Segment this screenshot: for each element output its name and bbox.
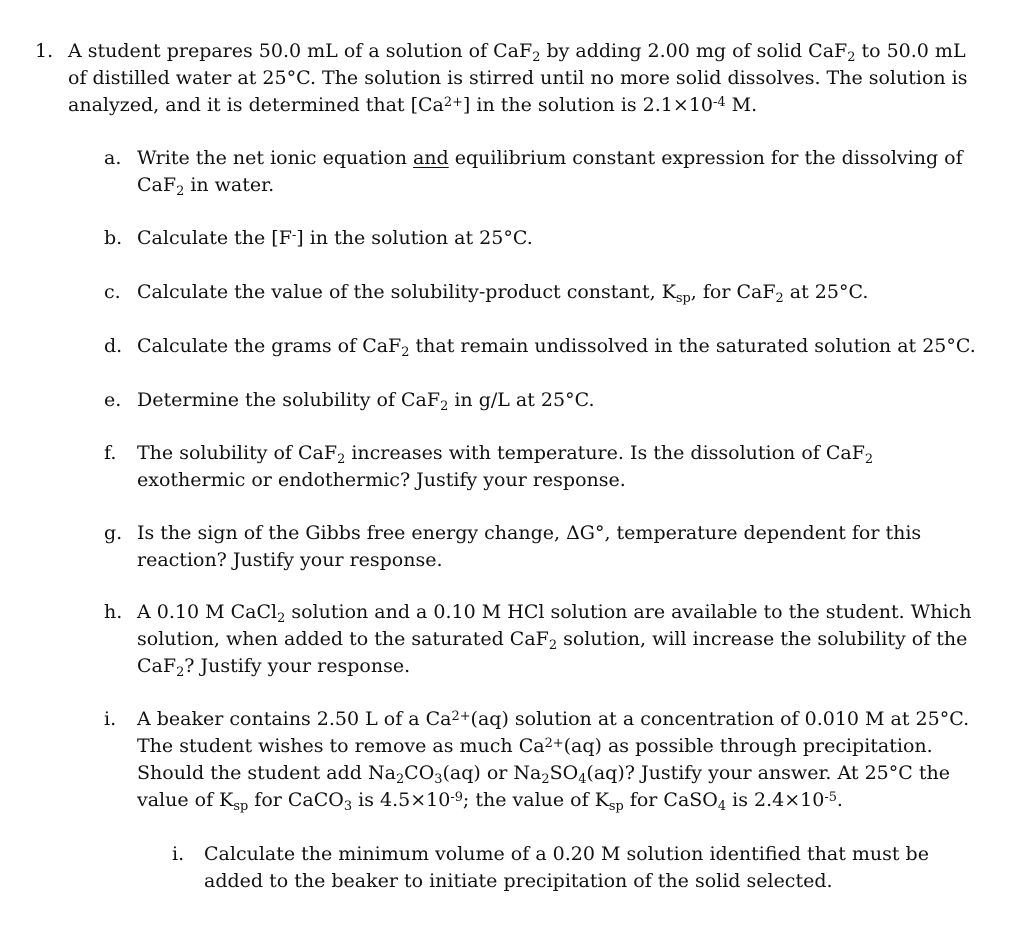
part-text: The solubility of CaF$_2$ increases with temperature. Is the dissolution of CaF$_2$ exothermic or endothermic? Justify your response.: [137, 442, 874, 491]
part-label: c.: [104, 281, 121, 303]
subpart-label: i.: [172, 843, 185, 865]
part-label: h.: [104, 601, 123, 623]
part-text: Calculate the [F-] in the solution at 25°C.: [137, 227, 533, 249]
part-label: b.: [104, 227, 123, 249]
part-label: i.: [104, 708, 117, 730]
part-text: Determine the solubility of CaF$_2$ in g/L at 25°C.: [137, 389, 595, 414]
part-label: e.: [104, 389, 122, 411]
part-text: A 0.10 M CaCl$_2$ solution and a 0.10 M HCl solution are available to the student. Which solution, when added to the saturated CaF$_2$ solution, will increase the solubility of the CaF$_2$? Justify your response.: [137, 601, 972, 680]
part-text: A beaker contains 2.50 L of a $Ca^{2+}(aq)$ solution at a concentration of 0.010 M at 25°C. The student wishes to remove as much $Ca^{2+}(aq)$ as possible through precipitation. Should the student add $Na_2CO_3(aq)$ or $Na_2SO_4(aq)$? Justify your answer. At 25°C the value of $K_{sp}$ for CaCO$_3$ is $4.5\times 10^{-9}$; the value of $K_{sp}$ for CaSO$_4$ is $2.4\times 10^{-5}$.: [137, 708, 970, 814]
part-text: Write the net ionic equation and equilibrium constant expression for the dissolving of CaF$_2$ in water.: [137, 147, 963, 199]
question-stem: A student prepares 50.0 mL of a solution of CaF$_2$ by adding 2.00 mg of solid CaF$_2$ to 50.0 mL of distilled water at 25°C. The solution is stirred until no more solid dissolves. The solution is analyzed, and it is determined that $[Ca^{2+}]$ in the solution is $2.1\times 10^{-4}$ M.: [68, 40, 968, 116]
part-text: Calculate the value of the solubility-product constant, $K_{sp}$, for CaF$_2$ at 25°C.: [137, 281, 869, 306]
part-label: d.: [104, 335, 123, 357]
part-label: f.: [104, 442, 117, 464]
question-number: 1.: [35, 40, 54, 62]
part-label: g.: [104, 522, 123, 544]
part-text: Is the sign of the Gibbs free energy change, ΔG°, temperature dependent for this reaction? Justify your response.: [137, 522, 922, 571]
subpart-text: Calculate the minimum volume of a 0.20 M solution identified that must be added to the beaker to initiate precipitation of the solid selected.: [204, 843, 929, 892]
part-label: a.: [104, 147, 122, 169]
part-text: Calculate the grams of CaF$_2$ that remain undissolved in the saturated solution at 25°C.: [137, 335, 976, 360]
